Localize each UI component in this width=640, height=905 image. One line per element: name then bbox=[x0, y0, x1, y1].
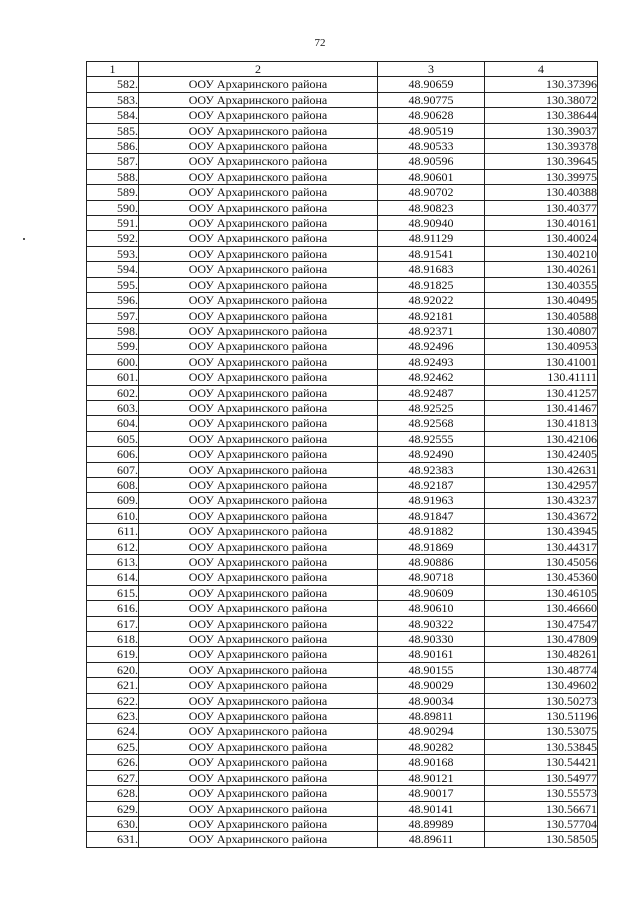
object-name: ООУ Архаринского района bbox=[139, 308, 378, 323]
row-number: 625. bbox=[87, 739, 139, 754]
latitude-value: 48.92187 bbox=[378, 477, 485, 492]
longitude-value: 130.40161 bbox=[485, 216, 598, 231]
longitude-value: 130.46105 bbox=[485, 585, 598, 600]
table-body bbox=[87, 77, 598, 847]
longitude-value: 130.42106 bbox=[485, 431, 598, 446]
longitude-value: 130.43237 bbox=[485, 493, 598, 508]
longitude-value: 130.40024 bbox=[485, 231, 598, 246]
row-number: 583. bbox=[87, 92, 139, 107]
row-number: 615. bbox=[87, 585, 139, 600]
row-number: 619. bbox=[87, 647, 139, 662]
object-name: ООУ Архаринского района bbox=[139, 431, 378, 446]
object-name: ООУ Архаринского района bbox=[139, 385, 378, 400]
header-row bbox=[87, 62, 598, 77]
longitude-value: 130.49602 bbox=[485, 678, 598, 693]
table-row bbox=[87, 400, 598, 415]
latitude-value: 48.92496 bbox=[378, 339, 485, 354]
latitude-value: 48.92462 bbox=[378, 370, 485, 385]
object-name: ООУ Архаринского района bbox=[139, 231, 378, 246]
row-number: 587. bbox=[87, 154, 139, 169]
column-header: 4 bbox=[485, 62, 598, 77]
latitude-value: 48.92487 bbox=[378, 385, 485, 400]
row-number: 586. bbox=[87, 139, 139, 154]
row-number: 606. bbox=[87, 447, 139, 462]
object-name: ООУ Архаринского района bbox=[139, 801, 378, 816]
object-name: ООУ Архаринского района bbox=[139, 246, 378, 261]
table-row bbox=[87, 308, 598, 323]
row-number: 588. bbox=[87, 169, 139, 184]
row-number: 599. bbox=[87, 339, 139, 354]
latitude-value: 48.92383 bbox=[378, 462, 485, 477]
latitude-value: 48.91882 bbox=[378, 524, 485, 539]
latitude-value: 48.90029 bbox=[378, 678, 485, 693]
column-header: 3 bbox=[378, 62, 485, 77]
object-name: ООУ Архаринского района bbox=[139, 354, 378, 369]
table-row bbox=[87, 632, 598, 647]
object-name: ООУ Архаринского района bbox=[139, 755, 378, 770]
latitude-value: 48.90141 bbox=[378, 801, 485, 816]
object-name: ООУ Архаринского района bbox=[139, 616, 378, 631]
table-row bbox=[87, 508, 598, 523]
latitude-value: 48.90282 bbox=[378, 739, 485, 754]
longitude-value: 130.53075 bbox=[485, 724, 598, 739]
latitude-value: 48.90330 bbox=[378, 632, 485, 647]
object-name: ООУ Архаринского района bbox=[139, 508, 378, 523]
object-name: ООУ Архаринского района bbox=[139, 216, 378, 231]
object-name: ООУ Архаринского района bbox=[139, 154, 378, 169]
object-name: ООУ Архаринского района bbox=[139, 277, 378, 292]
row-number: 623. bbox=[87, 709, 139, 724]
longitude-value: 130.41467 bbox=[485, 400, 598, 415]
row-number: 626. bbox=[87, 755, 139, 770]
row-number: 589. bbox=[87, 185, 139, 200]
latitude-value: 48.91683 bbox=[378, 262, 485, 277]
longitude-value: 130.48774 bbox=[485, 662, 598, 677]
row-number: 621. bbox=[87, 678, 139, 693]
table-row bbox=[87, 770, 598, 785]
latitude-value: 48.91825 bbox=[378, 277, 485, 292]
object-name: ООУ Архаринского района bbox=[139, 477, 378, 492]
row-number: 592. bbox=[87, 231, 139, 246]
table-row bbox=[87, 246, 598, 261]
table-row bbox=[87, 616, 598, 631]
table-row bbox=[87, 354, 598, 369]
object-name: ООУ Архаринского района bbox=[139, 92, 378, 107]
longitude-value: 130.56671 bbox=[485, 801, 598, 816]
latitude-value: 48.90533 bbox=[378, 139, 485, 154]
table-row bbox=[87, 447, 598, 462]
row-number: 604. bbox=[87, 416, 139, 431]
object-name: ООУ Архаринского района bbox=[139, 447, 378, 462]
table-row bbox=[87, 92, 598, 107]
longitude-value: 130.47547 bbox=[485, 616, 598, 631]
table-row bbox=[87, 477, 598, 492]
column-header: 1 bbox=[87, 62, 139, 77]
longitude-value: 130.41111 bbox=[485, 370, 598, 385]
row-number: 597. bbox=[87, 308, 139, 323]
latitude-value: 48.89611 bbox=[378, 832, 485, 847]
longitude-value: 130.40495 bbox=[485, 293, 598, 308]
latitude-value: 48.92181 bbox=[378, 308, 485, 323]
latitude-value: 48.92371 bbox=[378, 323, 485, 338]
table-row bbox=[87, 108, 598, 123]
longitude-value: 130.43945 bbox=[485, 524, 598, 539]
latitude-value: 48.91129 bbox=[378, 231, 485, 246]
longitude-value: 130.40588 bbox=[485, 308, 598, 323]
object-name: ООУ Архаринского района bbox=[139, 724, 378, 739]
longitude-value: 130.58505 bbox=[485, 832, 598, 847]
longitude-value: 130.39975 bbox=[485, 169, 598, 184]
table-row bbox=[87, 231, 598, 246]
latitude-value: 48.90823 bbox=[378, 200, 485, 215]
latitude-value: 48.91541 bbox=[378, 246, 485, 261]
object-name: ООУ Архаринского района bbox=[139, 786, 378, 801]
table-row bbox=[87, 724, 598, 739]
table-row bbox=[87, 601, 598, 616]
longitude-value: 130.41001 bbox=[485, 354, 598, 369]
row-number: 601. bbox=[87, 370, 139, 385]
latitude-value: 48.92490 bbox=[378, 447, 485, 462]
longitude-value: 130.41257 bbox=[485, 385, 598, 400]
object-name: ООУ Архаринского района bbox=[139, 293, 378, 308]
table-row bbox=[87, 709, 598, 724]
table-row bbox=[87, 585, 598, 600]
table-row bbox=[87, 123, 598, 138]
row-number: 584. bbox=[87, 108, 139, 123]
table-row bbox=[87, 786, 598, 801]
object-name: ООУ Архаринского района bbox=[139, 108, 378, 123]
latitude-value: 48.90155 bbox=[378, 662, 485, 677]
longitude-value: 130.44317 bbox=[485, 539, 598, 554]
object-name: ООУ Архаринского района bbox=[139, 678, 378, 693]
row-number: 620. bbox=[87, 662, 139, 677]
row-number: 595. bbox=[87, 277, 139, 292]
longitude-value: 130.40210 bbox=[485, 246, 598, 261]
object-name: ООУ Архаринского района bbox=[139, 123, 378, 138]
table-row bbox=[87, 77, 598, 92]
row-number: 611. bbox=[87, 524, 139, 539]
latitude-value: 48.90702 bbox=[378, 185, 485, 200]
object-name: ООУ Архаринского района bbox=[139, 570, 378, 585]
longitude-value: 130.57704 bbox=[485, 816, 598, 831]
latitude-value: 48.90718 bbox=[378, 570, 485, 585]
object-name: ООУ Архаринского района bbox=[139, 139, 378, 154]
latitude-value: 48.90596 bbox=[378, 154, 485, 169]
row-number: 630. bbox=[87, 816, 139, 831]
row-number: 627. bbox=[87, 770, 139, 785]
row-number: 600. bbox=[87, 354, 139, 369]
latitude-value: 48.91869 bbox=[378, 539, 485, 554]
object-name: ООУ Архаринского района bbox=[139, 632, 378, 647]
coordinates-table bbox=[86, 61, 598, 848]
table-row bbox=[87, 370, 598, 385]
row-number: 605. bbox=[87, 431, 139, 446]
longitude-value: 130.40953 bbox=[485, 339, 598, 354]
latitude-value: 48.90659 bbox=[378, 77, 485, 92]
table-row bbox=[87, 277, 598, 292]
longitude-value: 130.38072 bbox=[485, 92, 598, 107]
latitude-value: 48.92568 bbox=[378, 416, 485, 431]
latitude-value: 48.89989 bbox=[378, 816, 485, 831]
object-name: ООУ Архаринского района bbox=[139, 816, 378, 831]
latitude-value: 48.92493 bbox=[378, 354, 485, 369]
row-number: 590. bbox=[87, 200, 139, 215]
table-row bbox=[87, 154, 598, 169]
object-name: ООУ Архаринского района bbox=[139, 832, 378, 847]
latitude-value: 48.90322 bbox=[378, 616, 485, 631]
longitude-value: 130.39378 bbox=[485, 139, 598, 154]
latitude-value: 48.90161 bbox=[378, 647, 485, 662]
scan-speck bbox=[23, 238, 25, 240]
row-number: 613. bbox=[87, 555, 139, 570]
row-number: 593. bbox=[87, 246, 139, 261]
table-row bbox=[87, 200, 598, 215]
longitude-value: 130.38644 bbox=[485, 108, 598, 123]
table-row bbox=[87, 185, 598, 200]
longitude-value: 130.55573 bbox=[485, 786, 598, 801]
table-row bbox=[87, 462, 598, 477]
row-number: 594. bbox=[87, 262, 139, 277]
latitude-value: 48.90886 bbox=[378, 555, 485, 570]
longitude-value: 130.39645 bbox=[485, 154, 598, 169]
object-name: ООУ Архаринского района bbox=[139, 400, 378, 415]
latitude-value: 48.90294 bbox=[378, 724, 485, 739]
row-number: 616. bbox=[87, 601, 139, 616]
row-number: 598. bbox=[87, 323, 139, 338]
table-row bbox=[87, 739, 598, 754]
object-name: ООУ Архаринского района bbox=[139, 709, 378, 724]
row-number: 596. bbox=[87, 293, 139, 308]
row-number: 628. bbox=[87, 786, 139, 801]
longitude-value: 130.50273 bbox=[485, 693, 598, 708]
row-number: 608. bbox=[87, 477, 139, 492]
table-row bbox=[87, 816, 598, 831]
table-row bbox=[87, 293, 598, 308]
table-row bbox=[87, 216, 598, 231]
longitude-value: 130.42631 bbox=[485, 462, 598, 477]
row-number: 582. bbox=[87, 77, 139, 92]
latitude-value: 48.92555 bbox=[378, 431, 485, 446]
object-name: ООУ Архаринского района bbox=[139, 200, 378, 215]
latitude-value: 48.90940 bbox=[378, 216, 485, 231]
table-row bbox=[87, 431, 598, 446]
longitude-value: 130.42405 bbox=[485, 447, 598, 462]
latitude-value: 48.90168 bbox=[378, 755, 485, 770]
row-number: 610. bbox=[87, 508, 139, 523]
object-name: ООУ Архаринского района bbox=[139, 262, 378, 277]
object-name: ООУ Архаринского района bbox=[139, 493, 378, 508]
object-name: ООУ Архаринского района bbox=[139, 323, 378, 338]
longitude-value: 130.51196 bbox=[485, 709, 598, 724]
latitude-value: 48.91963 bbox=[378, 493, 485, 508]
longitude-value: 130.45056 bbox=[485, 555, 598, 570]
page-number: 72 bbox=[314, 37, 326, 49]
latitude-value: 48.91847 bbox=[378, 508, 485, 523]
latitude-value: 48.90610 bbox=[378, 601, 485, 616]
longitude-value: 130.40388 bbox=[485, 185, 598, 200]
row-number: 602. bbox=[87, 385, 139, 400]
row-number: 614. bbox=[87, 570, 139, 585]
table-row bbox=[87, 139, 598, 154]
row-number: 609. bbox=[87, 493, 139, 508]
table-row bbox=[87, 693, 598, 708]
latitude-value: 48.90519 bbox=[378, 123, 485, 138]
longitude-value: 130.40261 bbox=[485, 262, 598, 277]
longitude-value: 130.45360 bbox=[485, 570, 598, 585]
row-number: 622. bbox=[87, 693, 139, 708]
table-row bbox=[87, 662, 598, 677]
object-name: ООУ Архаринского района bbox=[139, 539, 378, 554]
table-row bbox=[87, 262, 598, 277]
row-number: 617. bbox=[87, 616, 139, 631]
longitude-value: 130.42957 bbox=[485, 477, 598, 492]
table-row bbox=[87, 647, 598, 662]
latitude-value: 48.89811 bbox=[378, 709, 485, 724]
object-name: ООУ Архаринского района bbox=[139, 370, 378, 385]
table-row bbox=[87, 755, 598, 770]
row-number: 624. bbox=[87, 724, 139, 739]
object-name: ООУ Архаринского района bbox=[139, 555, 378, 570]
object-name: ООУ Архаринского района bbox=[139, 739, 378, 754]
object-name: ООУ Архаринского района bbox=[139, 693, 378, 708]
table-row bbox=[87, 416, 598, 431]
latitude-value: 48.90775 bbox=[378, 92, 485, 107]
latitude-value: 48.92525 bbox=[378, 400, 485, 415]
table-row bbox=[87, 678, 598, 693]
table-row bbox=[87, 323, 598, 338]
longitude-value: 130.54421 bbox=[485, 755, 598, 770]
object-name: ООУ Архаринского района bbox=[139, 77, 378, 92]
row-number: 618. bbox=[87, 632, 139, 647]
object-name: ООУ Архаринского района bbox=[139, 647, 378, 662]
longitude-value: 130.43672 bbox=[485, 508, 598, 523]
row-number: 591. bbox=[87, 216, 139, 231]
longitude-value: 130.37396 bbox=[485, 77, 598, 92]
table-row bbox=[87, 832, 598, 847]
row-number: 612. bbox=[87, 539, 139, 554]
latitude-value: 48.90601 bbox=[378, 169, 485, 184]
latitude-value: 48.90609 bbox=[378, 585, 485, 600]
longitude-value: 130.40355 bbox=[485, 277, 598, 292]
longitude-value: 130.48261 bbox=[485, 647, 598, 662]
longitude-value: 130.54977 bbox=[485, 770, 598, 785]
latitude-value: 48.90121 bbox=[378, 770, 485, 785]
object-name: ООУ Архаринского района bbox=[139, 185, 378, 200]
table-row bbox=[87, 169, 598, 184]
object-name: ООУ Архаринского района bbox=[139, 662, 378, 677]
object-name: ООУ Архаринского района bbox=[139, 524, 378, 539]
row-number: 603. bbox=[87, 400, 139, 415]
object-name: ООУ Архаринского района bbox=[139, 601, 378, 616]
object-name: ООУ Архаринского района bbox=[139, 416, 378, 431]
longitude-value: 130.47809 bbox=[485, 632, 598, 647]
table-row bbox=[87, 801, 598, 816]
row-number: 607. bbox=[87, 462, 139, 477]
table-row bbox=[87, 493, 598, 508]
longitude-value: 130.40807 bbox=[485, 323, 598, 338]
longitude-value: 130.41813 bbox=[485, 416, 598, 431]
longitude-value: 130.53845 bbox=[485, 739, 598, 754]
column-header: 2 bbox=[139, 62, 378, 77]
table-row bbox=[87, 555, 598, 570]
table-row bbox=[87, 385, 598, 400]
row-number: 585. bbox=[87, 123, 139, 138]
latitude-value: 48.90034 bbox=[378, 693, 485, 708]
table-row bbox=[87, 339, 598, 354]
row-number: 629. bbox=[87, 801, 139, 816]
longitude-value: 130.46660 bbox=[485, 601, 598, 616]
longitude-value: 130.39037 bbox=[485, 123, 598, 138]
object-name: ООУ Архаринского района bbox=[139, 585, 378, 600]
object-name: ООУ Архаринского района bbox=[139, 339, 378, 354]
latitude-value: 48.90017 bbox=[378, 786, 485, 801]
table-row bbox=[87, 570, 598, 585]
latitude-value: 48.90628 bbox=[378, 108, 485, 123]
latitude-value: 48.92022 bbox=[378, 293, 485, 308]
object-name: ООУ Архаринского района bbox=[139, 169, 378, 184]
table-row bbox=[87, 539, 598, 554]
row-number: 631. bbox=[87, 832, 139, 847]
object-name: ООУ Архаринского района bbox=[139, 462, 378, 477]
table-row bbox=[87, 524, 598, 539]
longitude-value: 130.40377 bbox=[485, 200, 598, 215]
object-name: ООУ Архаринского района bbox=[139, 770, 378, 785]
